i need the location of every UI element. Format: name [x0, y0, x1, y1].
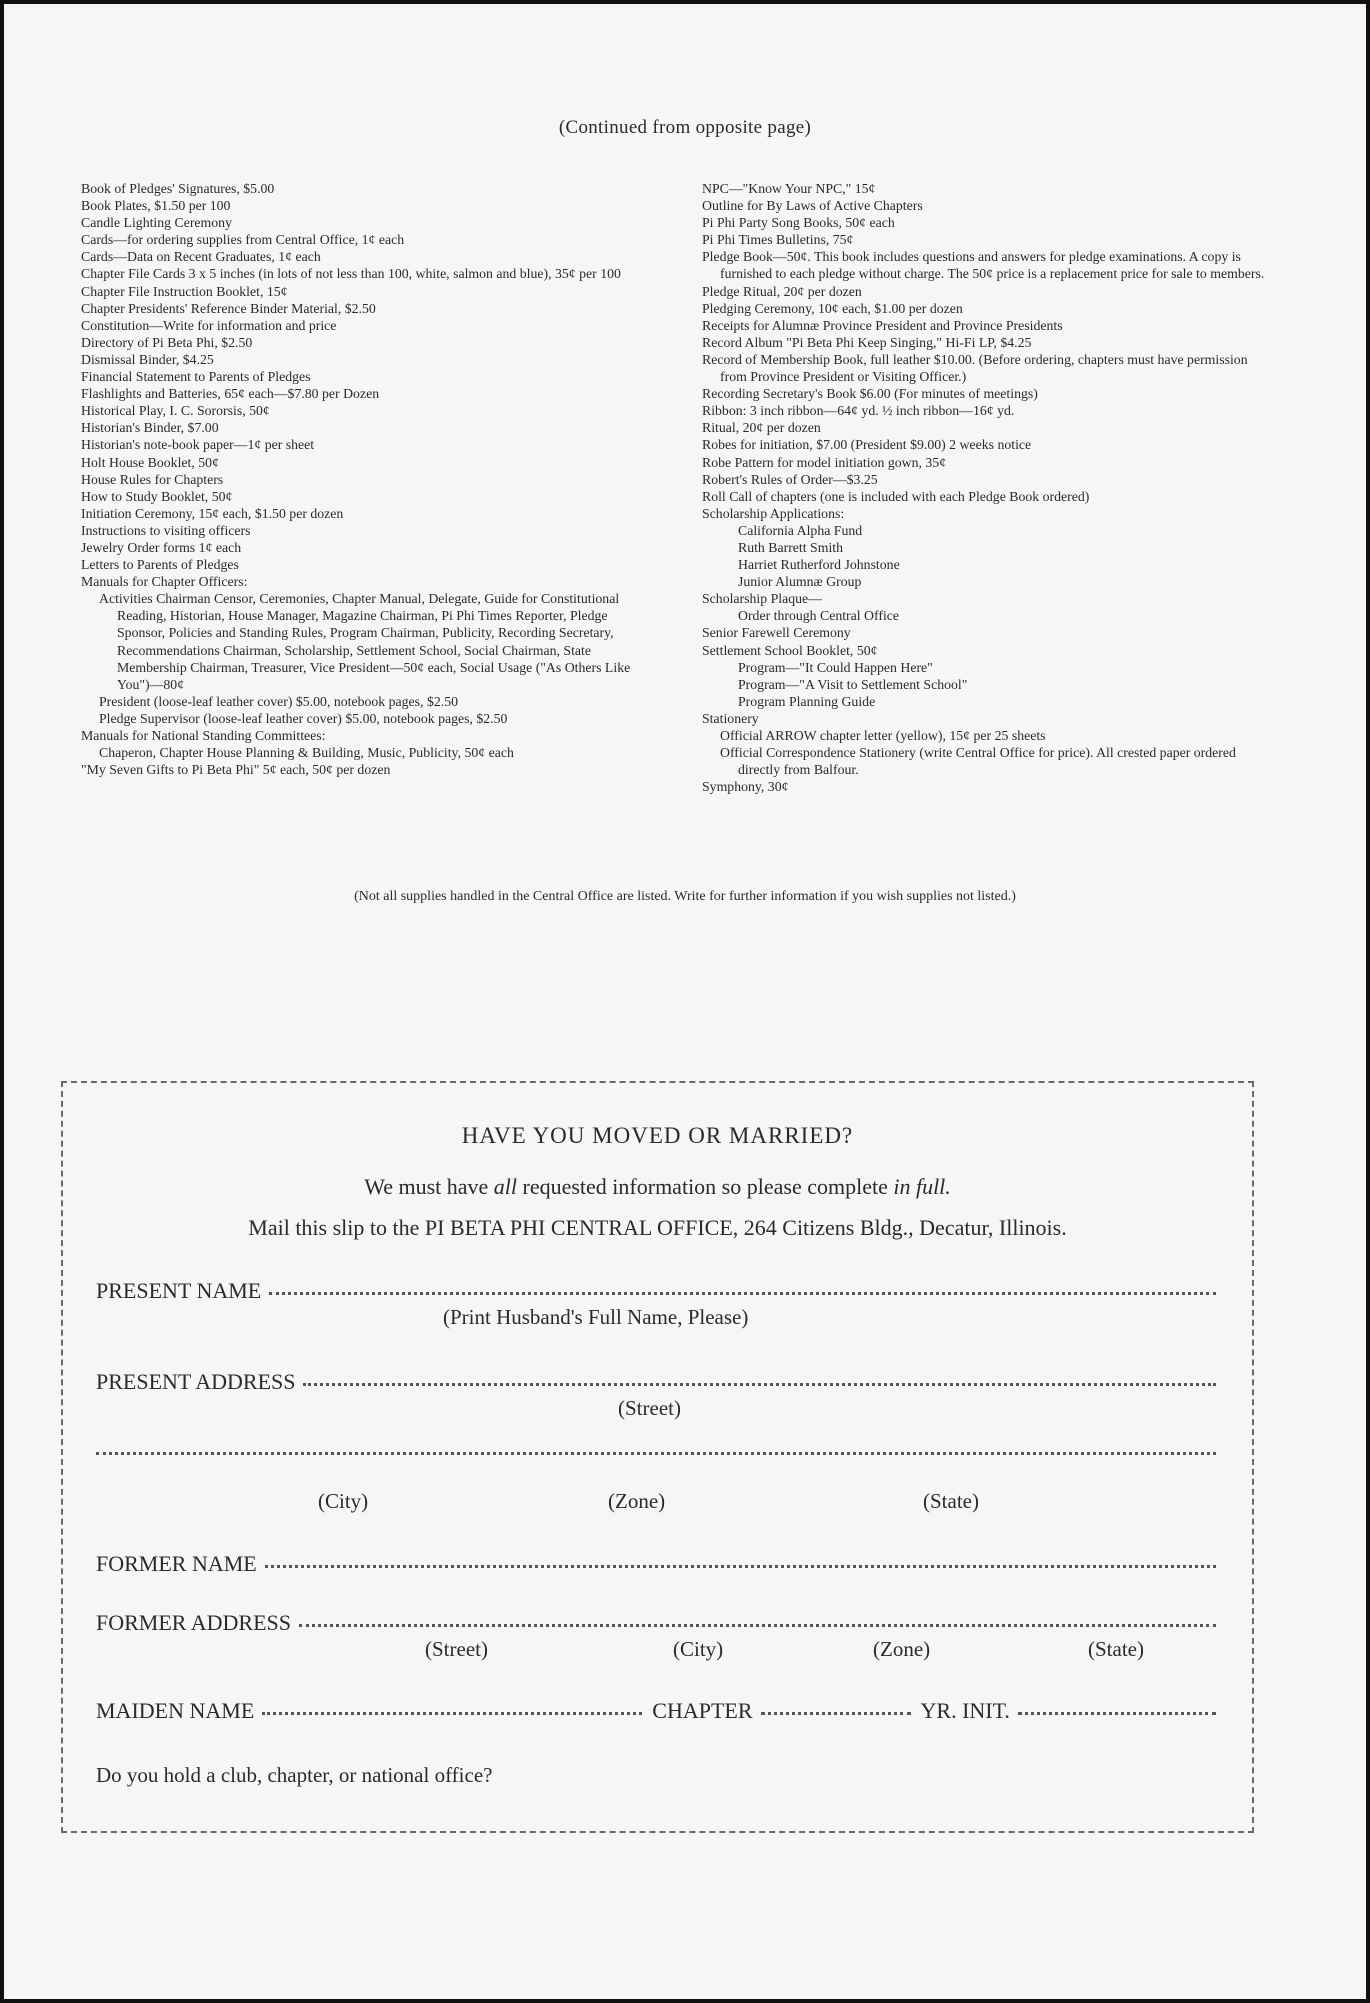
list-item: Manuals for Chapter Officers: [81, 574, 248, 590]
list-item: Recording Secretary's Book $6.00 (For minutes of meetings) [702, 386, 1038, 402]
supplies-list-right [702, 180, 1272, 795]
list-item: Letters to Parents of Pledges [81, 557, 239, 573]
former-name-label: FORMER NAME [96, 1551, 257, 1576]
list-item: Harriet Rutherford Johnstone [738, 557, 900, 573]
list-item: Robert's Rules of Order—$3.25 [702, 471, 878, 487]
former-street-hint: (Street) [425, 1637, 488, 1661]
list-item: Holt House Booklet, 50¢ [81, 454, 219, 470]
list-item: Ruth Barrett Smith [738, 539, 844, 555]
present-address-row [96, 1369, 1216, 1395]
list-item: Cards—for ordering supplies from Central Office, 1¢ each [81, 232, 405, 248]
former-zone-hint: (Zone) [873, 1637, 931, 1661]
present-state-hint: (State) [923, 1489, 979, 1513]
list-item: Dismissal Binder, $4.25 [81, 351, 214, 367]
change-of-address-form [61, 1081, 1254, 1833]
chapter-label: CHAPTER [652, 1698, 753, 1723]
list-item: Historical Play, I. C. Sororsis, 50¢ [81, 403, 270, 419]
list-item: California Alpha Fund [738, 522, 863, 538]
list-item: Pledge Ritual, 20¢ per dozen [702, 283, 862, 299]
list-item: Pledging Ceremony, 10¢ each, $1.00 per dozen [702, 300, 963, 316]
list-item: House Rules for Chapters [81, 471, 224, 487]
list-item: Program—"A Visit to Settlement School" [738, 676, 968, 692]
list-item: Pi Phi Party Song Books, 50¢ each [702, 215, 895, 231]
former-state-hint: (State) [1088, 1637, 1144, 1661]
list-item: Pledge Supervisor (loose-leaf leather cover) $5.00, notebook pages, $2.50 [99, 710, 508, 726]
list-item: Order through Central Office [738, 608, 900, 624]
maiden-name-field[interactable] [262, 1710, 642, 1715]
list-item: NPC—"Know Your NPC," 15¢ [702, 181, 876, 196]
intro-emphasis-full: in full. [893, 1174, 951, 1199]
list-item: Program—"It Could Happen Here" [738, 659, 933, 675]
list-item: Roll Call of chapters (one is included with each Pledge Book ordered) [702, 488, 1090, 504]
list-item: Robes for initiation, $7.00 (President $9.00) 2 weeks notice [702, 437, 1032, 453]
list-item: Scholarship Applications: [702, 505, 845, 521]
list-item: Activities Chairman Censor, Ceremonies, Chapter Manual, Delegate, Guide for Constitutional Reading, Historian, House Manager, Magazine Chairman, Pi Phi Times Reporter, Pledge Sponsor, Policies and Standing Rules, Program Chairman, Publicity, Recording Secretary, Recommendations Chairman, Scholarship, Settlement School, Social Chairman, State Membership Chairman, Treasurer, Vice President—50¢ each, Social Usage ("As Others Like You")—80¢ [99, 591, 631, 692]
present-city-zone-state-row [96, 1453, 1216, 1458]
supplies-footnote: (Not all supplies handled in the Central Office are listed. Write for further information if you wish supplies not listed.) [354, 889, 1016, 904]
former-address-row [96, 1610, 1216, 1636]
list-item: Chapter Presidents' Reference Binder Material, $2.50 [81, 300, 376, 316]
present-name-hint: (Print Husband's Full Name, Please) [443, 1305, 749, 1329]
present-name-field[interactable] [269, 1290, 1216, 1295]
list-item: "My Seven Gifts to Pi Beta Phi" 5¢ each, 50¢ per dozen [81, 762, 391, 778]
list-item: Symphony, 30¢ [702, 779, 789, 795]
present-address-label: PRESENT ADDRESS [96, 1369, 296, 1394]
yr-init-label: YR. INIT. [920, 1698, 1010, 1723]
former-name-row [96, 1551, 1216, 1577]
former-address-field[interactable] [299, 1622, 1216, 1627]
list-item: Chapter File Cards 3 x 5 inches (in lots of not less than 100, white, salmon and blue), 35¢ per 100 [81, 266, 621, 282]
list-item: Book Plates, $1.50 per 100 [81, 198, 231, 214]
form-title: HAVE YOU MOVED OR MARRIED? [461, 1123, 854, 1148]
list-item: How to Study Booklet, 50¢ [81, 488, 233, 504]
maiden-name-label: MAIDEN NAME [96, 1698, 255, 1723]
list-item: Historian's note-book paper—1¢ per sheet [81, 437, 315, 453]
list-item: Initiation Ceremony, 15¢ each, $1.50 per dozen [81, 505, 344, 521]
list-item: Directory of Pi Beta Phi, $2.50 [81, 334, 253, 350]
list-item: Candle Lighting Ceremony [81, 215, 232, 231]
list-item: Chapter File Instruction Booklet, 15¢ [81, 283, 288, 299]
list-item: Pi Phi Times Bulletins, 75¢ [702, 232, 854, 248]
list-item: Receipts for Alumnæ Province President and Province Presidents [702, 317, 1063, 333]
list-item: Official Correspondence Stationery (write Central Office for price). All crested paper ordered directly from Balfour. [720, 745, 1236, 778]
list-item: Chaperon, Chapter House Planning & Building, Music, Publicity, 50¢ each [99, 745, 514, 761]
list-item: Pledge Book—50¢. This book includes questions and answers for pledge examinations. A copy is furnished to each pledge without charge. The 50¢ price is a replacement price for sale to members. [702, 249, 1265, 282]
yr-init-field[interactable] [1018, 1710, 1216, 1715]
list-item: Program Planning Guide [738, 693, 876, 709]
chapter-field[interactable] [761, 1710, 911, 1715]
list-item: Settlement School Booklet, 50¢ [702, 642, 878, 658]
supplies-list-left [81, 180, 651, 778]
list-item: Flashlights and Batteries, 65¢ each—$7.80 per Dozen [81, 386, 380, 402]
list-item: Financial Statement to Parents of Pledges [81, 369, 311, 385]
list-item: Scholarship Plaque— [702, 591, 822, 607]
intro-text-2: requested information so please complete [522, 1174, 888, 1199]
list-item: Outline for By Laws of Active Chapters [702, 198, 923, 214]
present-city-zone-state-field[interactable] [96, 1450, 1216, 1455]
former-name-field[interactable] [265, 1563, 1216, 1568]
list-item: Jewelry Order forms 1¢ each [81, 539, 242, 555]
list-item: Official ARROW chapter letter (yellow), 15¢ per 25 sheets [720, 728, 1046, 743]
present-address-field[interactable] [303, 1381, 1216, 1386]
intro-emphasis-all: all [493, 1174, 518, 1199]
list-item: Historian's Binder, $7.00 [81, 420, 219, 436]
present-name-label: PRESENT NAME [96, 1278, 262, 1303]
list-item: President (loose-leaf leather cover) $5.00, notebook pages, $2.50 [99, 693, 458, 709]
list-item: Record of Membership Book, full leather $10.00. (Before ordering, chapters must have permission from Province President or Visiting Officer.) [702, 351, 1248, 385]
present-name-row [96, 1278, 1216, 1304]
present-street-hint: (Street) [618, 1396, 681, 1420]
list-item: Record Album "Pi Beta Phi Keep Singing," Hi-Fi LP, $4.25 [702, 334, 1032, 350]
present-city-hint: (City) [318, 1489, 369, 1513]
list-item: Junior Alumnæ Group [738, 574, 862, 590]
intro-text-1: We must have [364, 1174, 489, 1199]
list-item: Instructions to visiting officers [81, 522, 251, 538]
list-item: Constitution—Write for information and price [81, 317, 337, 333]
office-question: Do you hold a club, chapter, or national office? [96, 1763, 493, 1787]
present-zone-hint: (Zone) [608, 1489, 666, 1513]
list-item: Robe Pattern for model initiation gown, 35¢ [702, 454, 947, 470]
list-item: Manuals for National Standing Committees: [81, 728, 326, 743]
list-item: Stationery [702, 710, 759, 726]
mail-instructions: Mail this slip to the PI BETA PHI CENTRAL OFFICE, 264 Citizens Bldg., Decatur, Illinois. [248, 1215, 1067, 1240]
list-item: Ritual, 20¢ per dozen [702, 420, 821, 436]
maiden-chapter-row [96, 1698, 1216, 1724]
list-item: Cards—Data on Recent Graduates, 1¢ each [81, 249, 321, 265]
list-item: Ribbon: 3 inch ribbon—64¢ yd. ½ inch ribbon—16¢ yd. [702, 403, 1015, 419]
list-item: Book of Pledges' Signatures, $5.00 [81, 181, 275, 196]
continued-note: (Continued from opposite page) [558, 117, 812, 138]
page [4, 4, 1366, 1999]
former-city-hint: (City) [673, 1637, 724, 1661]
former-address-label: FORMER ADDRESS [96, 1610, 292, 1635]
form-intro [63, 1174, 1252, 1200]
list-item: Senior Farewell Ceremony [702, 625, 851, 641]
